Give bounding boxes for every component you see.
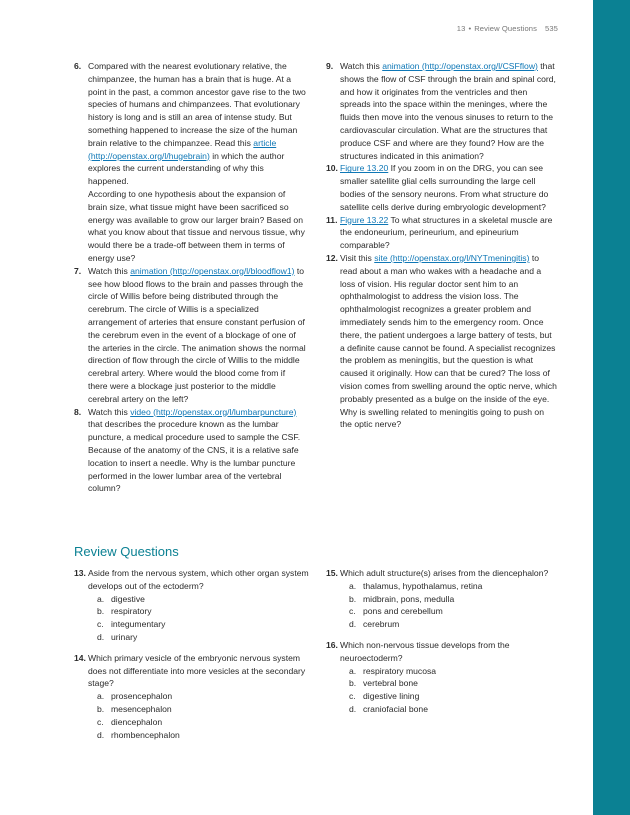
answer-options — [340, 580, 561, 631]
question-text: Watch this — [88, 406, 131, 417]
option-text: respiratory — [111, 606, 152, 617]
question-number: 13. — [74, 568, 86, 578]
site-link[interactable]: site (http://openstax.org/l/NYTmeningitis) — [374, 252, 530, 263]
question-text: Aside from the nervous system, which other organ system develops out of the ectoderm? — [88, 568, 309, 591]
option-text: cerebrum — [363, 619, 400, 630]
question-text-cont: To what structures in a skeletal muscle are the endoneurium, perineurium, and epineurium comparable? — [340, 214, 553, 251]
answer-options — [88, 593, 309, 644]
answer-option[interactable] — [97, 716, 309, 729]
question-text-cont: to see how blood flows to the brain and passes through the circle of Willis before being distributed through the cerebrum. The circle of Willis is a specialized arrangement of arteries that ensure constant perfusion of the cerebrum even in the event of a blockage of one of the arteries in the circle. The animation shows the normal direction of flow through the circle of Willis to the middle cerebral artery. Where would the blood come from if there were a blockage just posterior to the middle cerebral artery on the left? — [88, 265, 306, 404]
question-number: 6. — [74, 61, 82, 71]
review-questions-left — [74, 567, 309, 749]
article-link[interactable]: article (http://openstax.org/l/hugebrain) — [88, 137, 277, 161]
answer-option[interactable] — [349, 580, 561, 593]
option-letter: b. — [349, 593, 357, 604]
section-name: Review Questions — [474, 24, 538, 33]
option-text: midbrain, pons, medulla — [363, 593, 455, 604]
option-letter: a. — [349, 580, 357, 591]
option-letter: b. — [97, 703, 105, 714]
option-text: integumentary — [111, 619, 166, 630]
answer-option[interactable] — [349, 605, 561, 618]
review-questions-right — [326, 567, 561, 724]
question-number: 8. — [74, 406, 82, 417]
option-text: respiratory mucosa — [363, 665, 437, 676]
option-text: diencephalon — [111, 716, 163, 727]
option-letter: b. — [349, 678, 357, 689]
question-8 — [74, 406, 306, 496]
question-text: Watch this — [88, 265, 131, 276]
chapter-number: 13 — [456, 24, 466, 33]
animation-link[interactable]: animation (http://openstax.org/l/CSFflow) — [382, 61, 538, 71]
option-text: digestive lining — [363, 691, 420, 702]
option-text: rhombencephalon — [111, 729, 180, 740]
review-question-13 — [74, 567, 309, 644]
option-letter: a. — [349, 665, 357, 676]
option-text: vertebral bone — [363, 678, 418, 689]
animation-link[interactable]: animation (http://openstax.org/l/bloodflow1) — [130, 265, 295, 276]
question-number: 16. — [326, 639, 338, 650]
answer-options — [88, 690, 309, 741]
option-text: prosencephalon — [111, 691, 173, 702]
question-number: 14. — [74, 652, 86, 663]
question-text: Compared with the nearest evolutionary relative, the chimpanzee, the human has a brain that is huge. At a point in the past, a common ancestor gave rise to the two species of humans and chimpanzees. That evolutionary history is long and is still an area of intense study. But something happened to increase the size of the human brain relative to the chimpanzee. Read this — [88, 61, 306, 148]
answer-option[interactable] — [97, 703, 309, 716]
option-letter: a. — [97, 593, 105, 604]
review-question-16 — [326, 639, 561, 716]
review-question-14 — [74, 652, 309, 742]
option-letter: c. — [97, 716, 104, 727]
option-letter: c. — [349, 691, 356, 702]
running-header — [457, 24, 558, 33]
question-6 — [74, 60, 306, 265]
figure-link[interactable]: Figure 13.22 — [340, 214, 389, 225]
option-text: mesencephalon — [111, 703, 172, 714]
option-letter: d. — [349, 619, 357, 630]
question-12 — [326, 252, 558, 431]
review-question-15 — [326, 567, 561, 631]
answer-option[interactable] — [97, 605, 309, 618]
header-bullet: • — [468, 24, 472, 33]
question-followup: According to one hypothesis about the expansion of brain size, what tissue might have been sacrificed so energy was available to grow our larger brain? Based on what you know about that tissue and nervous tissue, why would there be a trade-off between them in terms of energy use? — [88, 188, 305, 263]
question-text: Which adult structure(s) arises from the diencephalon? — [340, 568, 549, 578]
question-text-cont: If you zoom in on the DRG, you can see smaller satellite glial cells surrounding the large cell bodies of the sensory neurons. From what structure do satellite cells derive during embryologic development? — [340, 163, 549, 212]
question-9 — [326, 60, 558, 162]
question-text: Which non-nervous tissue develops from the neuroectoderm? — [340, 639, 510, 663]
question-text-cont: that describes the procedure known as the lumbar puncture, a medical procedure used to sample the CSF. Because of the anatomy of the CNS, it is a relative safe location to insert a needle. Why is the lumbar puncture performed in the lower lumbar area of the vertebral column? — [88, 419, 301, 494]
answer-option[interactable] — [349, 593, 561, 606]
question-text: Watch this — [340, 61, 383, 71]
question-number: 10. — [326, 163, 338, 174]
option-text: digestive — [111, 593, 145, 604]
answer-option[interactable] — [97, 593, 309, 606]
answer-option[interactable] — [97, 690, 309, 703]
question-number: 12. — [326, 252, 338, 263]
option-letter: d. — [349, 703, 357, 714]
answer-option[interactable] — [349, 690, 561, 703]
option-letter: c. — [349, 606, 356, 617]
answer-option[interactable] — [349, 677, 561, 690]
option-letter: d. — [97, 631, 105, 642]
review-questions-heading: Review Questions — [74, 544, 179, 559]
question-text-cont: that shows the flow of CSF through the brain and spinal cord, and how it originates from the ventricles and then spreads into the space within the meninges, where the fluids then move into the venous sinuses to return to the cardiovascular circulation. What are the structures that produce CSF and where are they found? How are the structures indicated in this animation? — [340, 61, 556, 161]
option-text: thalamus, hypothalamus, retina — [363, 580, 483, 591]
critical-questions-right — [326, 60, 558, 431]
question-11 — [326, 214, 558, 252]
option-letter: b. — [97, 606, 105, 617]
video-link[interactable]: video (http://openstax.org/l/lumbarpuncture) — [130, 406, 297, 417]
question-number: 15. — [326, 568, 338, 578]
question-text: Which primary vesicle of the embryonic nervous system does not differentiate into more vesicles at the secondary stage? — [88, 652, 306, 689]
answer-option[interactable] — [349, 665, 561, 678]
question-7 — [74, 265, 306, 406]
critical-questions-left — [74, 60, 306, 495]
answer-options — [340, 665, 561, 716]
answer-option[interactable] — [349, 618, 561, 631]
question-text-cont: to read about a man who wakes with a headache and a loss of vision. His regular doctor sent him to an ophthalmologist to address the vision loss. The ophthalmologist recognizes a greater problem and immediately sends him to the emergency room. Once there, the patient undergoes a large battery of tests, but a definite cause cannot be found. A specialist recognizes the problem as meningitis, but the question is what caused it originally. How can that be cured? The loss of vision comes from swelling around the optic nerve, which probably presented as a bulge on the inside of the eye. Why is swelling related to meningitis going to push on the optic nerve? — [340, 252, 557, 430]
option-text: urinary — [111, 631, 138, 642]
option-text: craniofacial bone — [363, 703, 428, 714]
option-letter: a. — [97, 691, 105, 702]
answer-option[interactable] — [97, 631, 309, 644]
question-text: Visit this — [340, 252, 375, 263]
option-text: pons and cerebellum — [363, 606, 443, 617]
chapter-side-tab — [593, 0, 630, 815]
question-number: 11. — [326, 214, 338, 225]
option-letter: c. — [97, 619, 104, 630]
page-number: 535 — [545, 24, 558, 33]
figure-link[interactable]: Figure 13.20 — [340, 163, 389, 174]
option-letter: d. — [97, 729, 105, 740]
question-text-cont: in which the author explores the current understanding of why this happened. — [88, 150, 285, 187]
answer-option[interactable] — [97, 729, 309, 742]
question-number: 9. — [326, 61, 334, 71]
question-number: 7. — [74, 265, 82, 276]
answer-option[interactable] — [97, 618, 309, 631]
answer-option[interactable] — [349, 703, 561, 716]
question-10 — [326, 162, 558, 213]
